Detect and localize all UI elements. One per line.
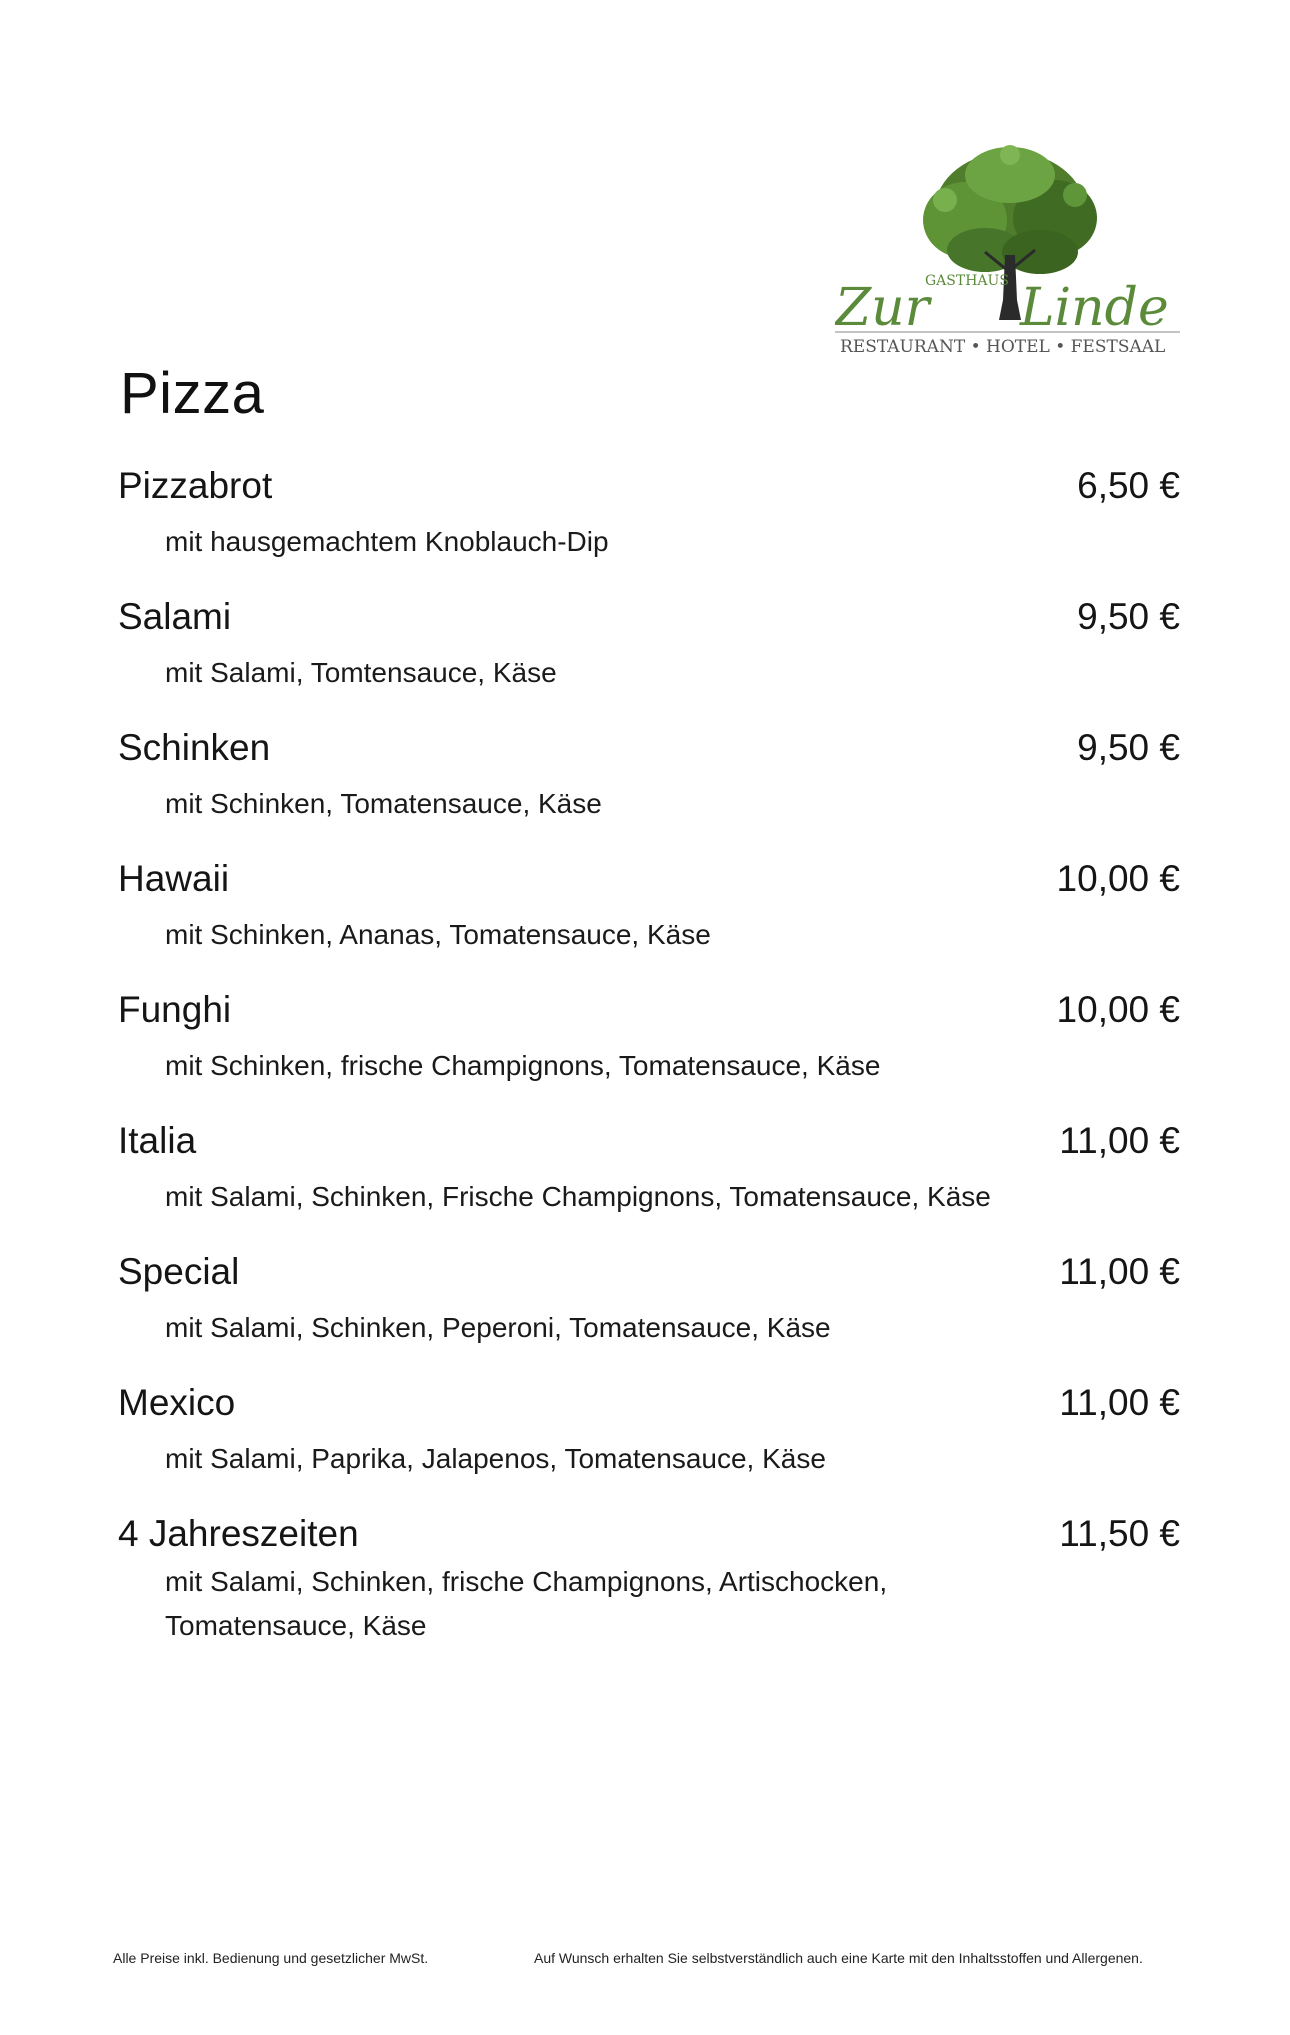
item-name: Special <box>118 1251 240 1292</box>
item-description: mit Schinken, Ananas, Tomatensauce, Käse <box>165 919 711 950</box>
item-description-line-1: mit Salami, Schinken, frische Champignons, Artischocken, <box>165 1566 888 1597</box>
footer-allergen-note: Auf Wunsch erhalten Sie selbstverständlich auch eine Karte mit den Inhaltsstoffen und Allergenen. <box>534 1950 1143 1966</box>
item-name: Schinken <box>118 727 271 768</box>
logo-script-word-2: Linde <box>1020 278 1169 338</box>
item-name: 4 Jahreszeiten <box>118 1513 359 1554</box>
item-name: Mexico <box>118 1382 236 1423</box>
menu-list <box>118 460 1180 1648</box>
menu-item <box>118 853 1180 984</box>
item-price: 10,00 € <box>1056 989 1180 1030</box>
item-price: 11,00 € <box>1059 1251 1180 1292</box>
item-name: Pizzabrot <box>118 465 273 506</box>
item-description: mit Salami, Schinken, Frische Champignons, Tomatensauce, Käse <box>165 1181 991 1212</box>
menu-item <box>118 1115 1180 1246</box>
item-description: mit Schinken, frische Champignons, Tomatensauce, Käse <box>165 1050 881 1081</box>
restaurant-logo <box>835 140 1190 360</box>
menu-item <box>118 984 1180 1115</box>
menu-item <box>118 591 1180 722</box>
item-price: 9,50 € <box>1077 596 1180 637</box>
tree-logo-graphic <box>835 140 1190 360</box>
item-name: Funghi <box>118 989 232 1030</box>
item-price: 11,50 € <box>1059 1513 1180 1554</box>
page-title: Pizza <box>120 361 265 426</box>
menu-item <box>118 722 1180 853</box>
item-price: 10,00 € <box>1056 858 1180 899</box>
footer-price-note: Alle Preise inkl. Bedienung und gesetzlicher MwSt. <box>113 1950 429 1966</box>
menu-item <box>118 1246 1180 1377</box>
menu-item <box>118 1508 1180 1648</box>
item-description-line-2: Tomatensauce, Käse <box>165 1610 427 1641</box>
item-name: Hawaii <box>118 858 230 899</box>
item-description: mit Salami, Tomtensauce, Käse <box>165 657 557 688</box>
item-description: mit Salami, Paprika, Jalapenos, Tomatensauce, Käse <box>165 1443 826 1474</box>
logo-small-text: GASTHAUS <box>925 273 1009 289</box>
item-description: mit hausgemachtem Knoblauch-Dip <box>165 526 609 557</box>
item-price: 11,00 € <box>1059 1382 1180 1423</box>
menu-item <box>118 460 1180 591</box>
item-name: Italia <box>118 1120 197 1161</box>
item-price: 6,50 € <box>1077 465 1180 506</box>
item-description: mit Schinken, Tomatensauce, Käse <box>165 788 602 819</box>
logo-tagline: RESTAURANT • HOTEL • FESTSAAL <box>840 337 1166 357</box>
item-price: 9,50 € <box>1077 727 1180 768</box>
item-description: mit Salami, Schinken, Peperoni, Tomatensauce, Käse <box>165 1312 831 1343</box>
menu-item <box>118 1377 1180 1508</box>
logo-script-word-1: Zur <box>835 278 930 338</box>
item-name: Salami <box>118 596 232 637</box>
item-price: 11,00 € <box>1059 1120 1180 1161</box>
